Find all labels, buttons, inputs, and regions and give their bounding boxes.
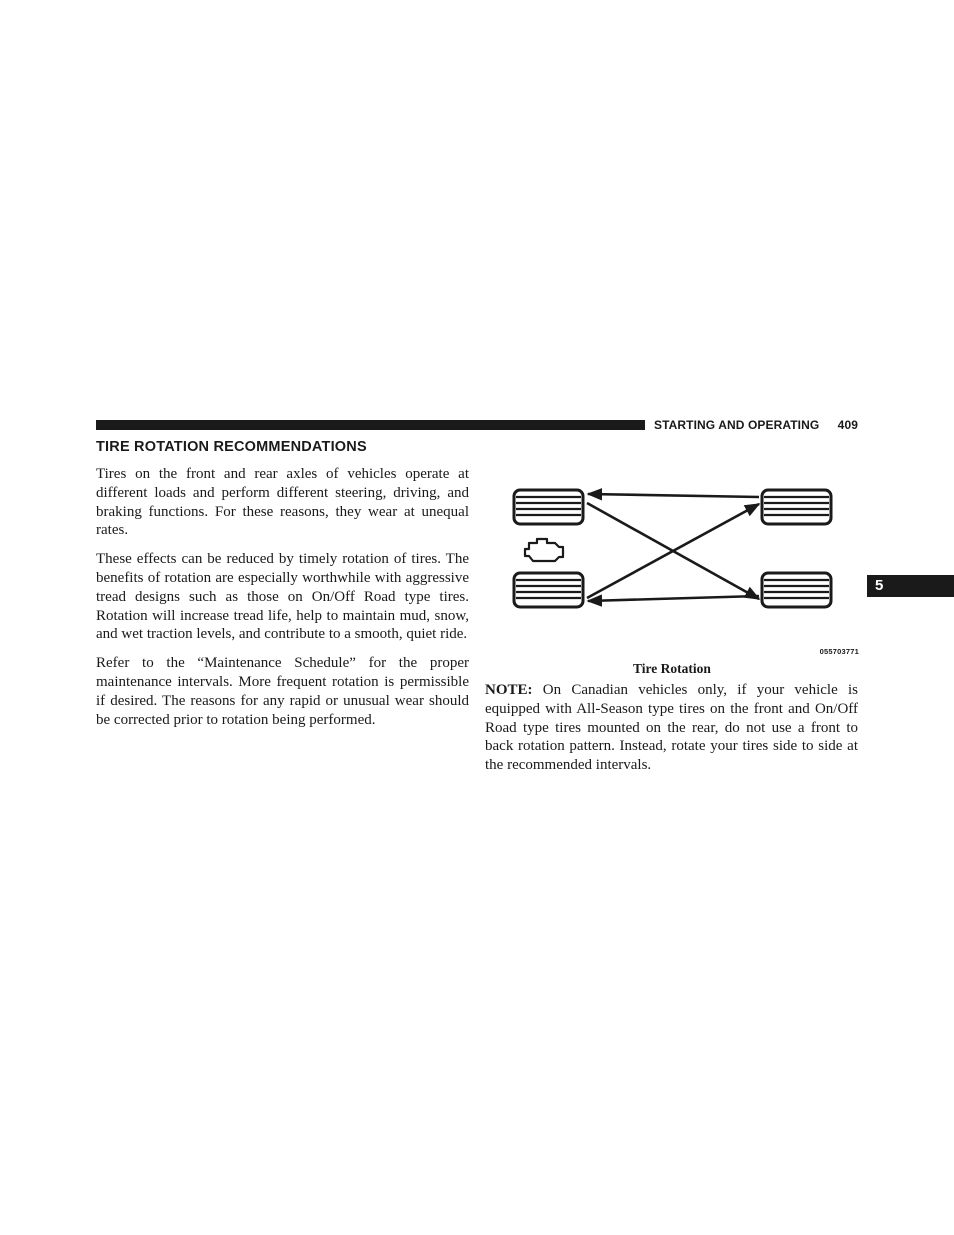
tire-rotation-diagram xyxy=(485,470,859,660)
paragraph-maintenance-schedule: Refer to the “Maintenance Schedule” for the proper maintenance intervals. More frequent rotation is permissible if desired. The reasons for any rapid or unusual wear should be corrected prior to rotation being performed. xyxy=(96,655,469,728)
arrow-icon xyxy=(588,596,759,601)
engine-icon xyxy=(525,539,563,561)
figure-caption: Tire Rotation xyxy=(633,661,711,676)
running-head xyxy=(654,418,858,432)
section-title: TIRE ROTATION RECOMMENDATIONS xyxy=(96,439,367,455)
section-name: STARTING AND OPERATING xyxy=(654,418,820,432)
figure-id: 055703771 xyxy=(819,647,859,656)
tire-icon xyxy=(514,490,583,524)
tire-rotation-figure xyxy=(485,470,859,660)
arrow-icon xyxy=(588,494,759,497)
note-text: On Canadian vehicles only, if your vehicle is equipped with All-Season type tires on the front and On/Off Road type tires mounted on the rear, do not use a front to back rotation pattern. Instead, rotate your tires side to side at the recommended intervals. xyxy=(485,682,858,774)
header-rule xyxy=(96,420,645,430)
tire-icon xyxy=(514,573,583,607)
left-column xyxy=(96,465,469,739)
note-label: NOTE: xyxy=(485,682,533,698)
note-paragraph xyxy=(485,681,858,775)
tire-icon xyxy=(762,573,831,607)
chapter-tab: 5 xyxy=(867,575,954,597)
paragraph-rotation-benefits: These effects can be reduced by timely rotation of tires. The benefits of rotation are especially worthwhile with aggressive tread designs such as those on On/Off Road type tires. Rotation will increase tread life, help to maintain mud, snow, and wet traction levels, and contribute to a smooth, quiet ride. xyxy=(96,551,469,643)
paragraph-uneven-wear: Tires on the front and rear axles of vehicles operate at different loads and perform different steering, driving, and braking functions. For these reasons, they wear at unequal rates. xyxy=(96,466,469,539)
page-number: 409 xyxy=(837,418,858,432)
tire-icon xyxy=(762,490,831,524)
